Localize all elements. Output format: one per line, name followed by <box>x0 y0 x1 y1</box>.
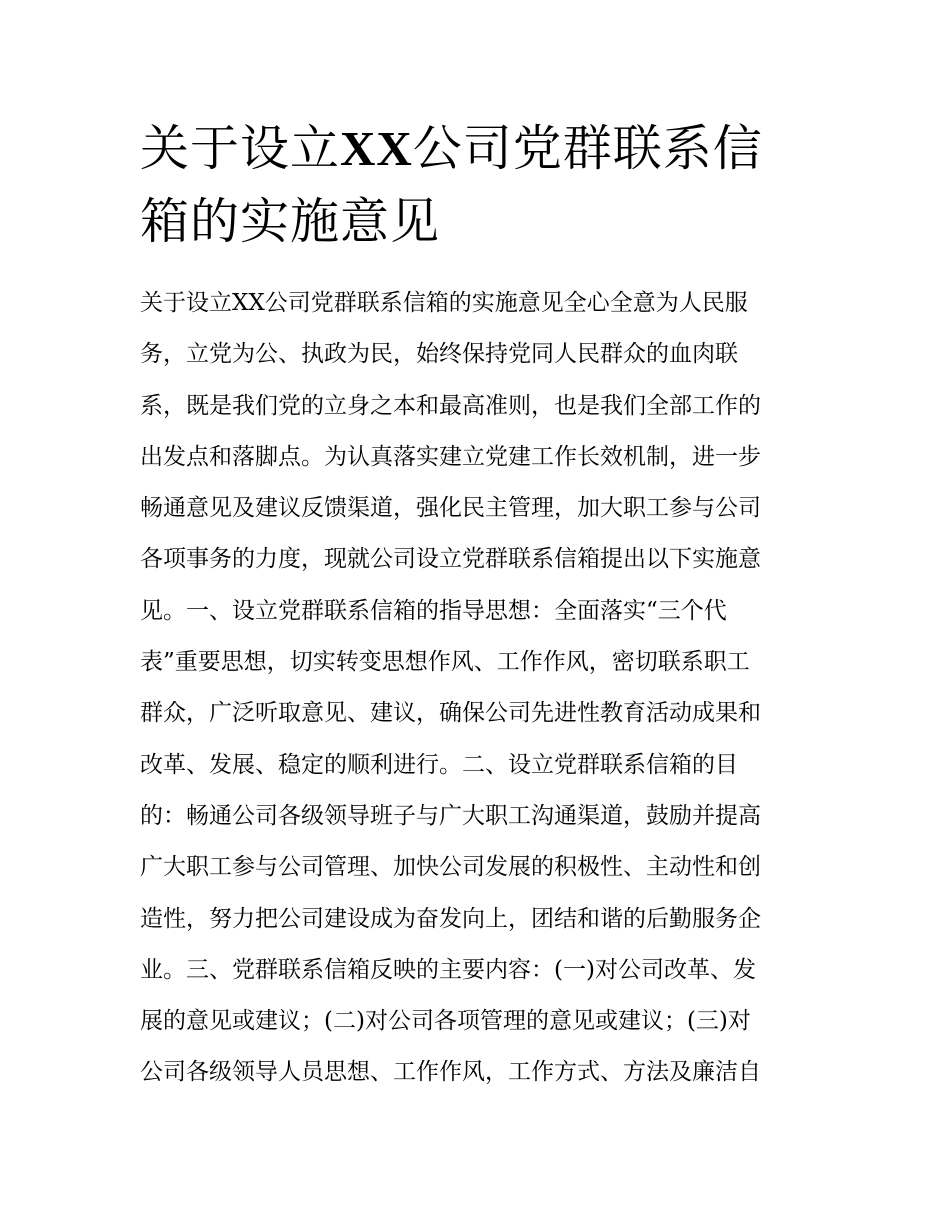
title-xx-mark: XX <box>340 121 413 176</box>
body-line: 群众，广泛听取意见、建议，确保公司先进性教育活动成果和 <box>140 700 761 727</box>
body-line: 畅通意见及建议反馈渠道，强化民主管理，加大职工参与公司 <box>140 495 761 522</box>
body-line: 见。一、设立党群联系信箱的指导思想：全面落实“三个代 <box>140 597 727 624</box>
body-line: 公司各级领导人员思想、工作作风，工作方式、方法及廉洁自 <box>140 1059 761 1086</box>
body-line: 系，既是我们党的立身之本和最高准则，也是我们全部工作的 <box>140 392 761 419</box>
body-line: 出发点和落脚点。为认真落实建立党建工作长效机制，进一步 <box>140 443 761 470</box>
body-line: 改革、发展、稳定的顺利进行。二、设立党群联系信箱的目 <box>140 751 738 778</box>
body-line: 关于设立XX公司党群联系信箱的实施意见全心全意为人民服 <box>140 290 748 316</box>
body-line: 的：畅通公司各级领导班子与广大职工沟通渠道，鼓励并提高 <box>140 802 761 829</box>
body-line: 各项事务的力度，现就公司设立党群联系信箱提出以下实施意 <box>140 546 761 573</box>
body-line: 造性，努力把公司建设成为奋发向上，团结和谐的后勤服务企 <box>140 905 761 932</box>
body-line: 展的意见或建议；(二)对公司各项管理的意见或建议；(三)对 <box>140 1008 751 1035</box>
title-line-2: 箱的实施意见 <box>140 193 441 250</box>
document-title <box>140 112 830 258</box>
document-body <box>140 278 820 1099</box>
body-line: 务，立党为公、执政为民，始终保持党同人民群众的血肉联 <box>140 341 738 368</box>
title-line-1: 关于设立XX公司党群联系信 <box>140 120 763 177</box>
body-line: 广大职工参与公司管理、加快公司发展的积极性、主动性和创 <box>140 854 761 881</box>
body-line: 表”重要思想，切实转变思想作风、工作作风，密切联系职工 <box>140 649 750 676</box>
body-line: 业。三、党群联系信箱反映的主要内容：(一)对公司改革、发 <box>140 956 756 983</box>
